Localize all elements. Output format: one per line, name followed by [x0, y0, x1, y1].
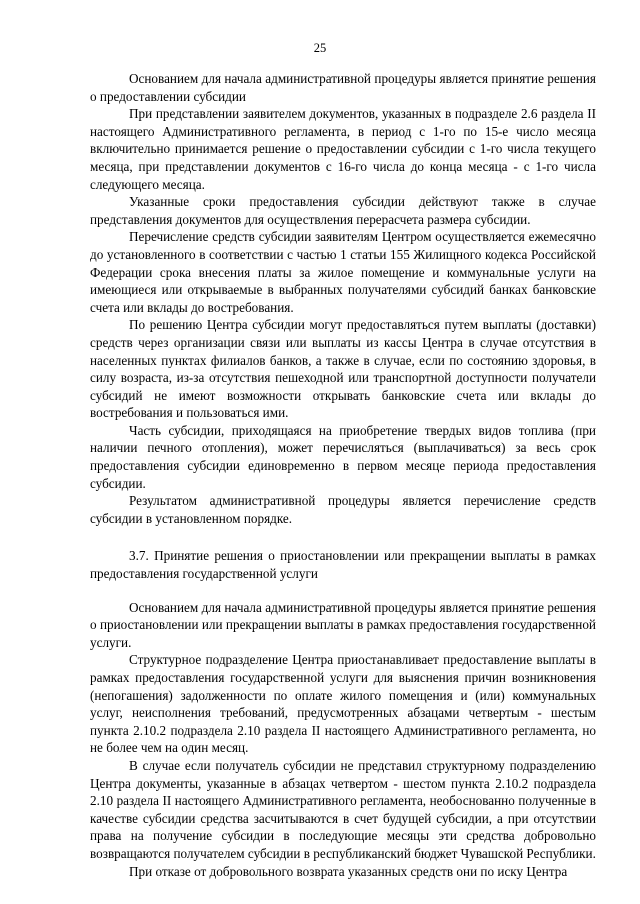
- paragraph: Структурное подразделение Центра приостанавливает предоставление выплаты в рамках предоставления государственной услуги для выяснения причин возникновения (непогашения) задолженности по оплате жилого помещения и (или) коммунальных услуг, неисполнения требований, предусмотренных абзацами четвертым - шестым пункта 2.10.2 подраздела 2.10 раздела II настоящего Административного регламента, но не более чем на один месяц.: [90, 652, 596, 756]
- paragraph: В случае если получатель субсидии не представил структурному подразделению Центра документы, указанные в абзацах четвертом - шестом пункта 2.10.2 подраздела 2.10 раздела II настоящего Административного регламента, необоснованно полученные в качестве субсидии средства засчитываются в счет будущей субсидии, а при отсутствии права на получение субсидии в последующие месяцы эти средства добровольно возвращаются получателем субсидии в республиканский бюджет Чувашской Республики.: [90, 757, 596, 861]
- paragraph: При представлении заявителем документов, указанных в подразделе 2.6 раздела II настоящего Административного регламента, в период с 1-го по 15-е число месяца включительно принимается решение о предоставлении субсидии с 1-го числа текущего месяца, при представлении документов с 16-го числа до конца месяца - с 1-го числа следующего месяца.: [90, 106, 596, 192]
- paragraph: Основанием для начала административной процедуры является принятие решения о предоставлении субсидии: [90, 71, 596, 104]
- paragraph: Результатом административной процедуры является перечисление средств субсидии в установленном порядке.: [90, 493, 596, 526]
- paragraph: При отказе от добровольного возврата указанных средств они по иску Центра: [129, 863, 568, 879]
- paragraph: Основанием для начала административной процедуры является принятие решения о приостановлении или прекращении выплаты в рамках предоставления государственной услуги.: [90, 599, 596, 650]
- paragraph: Часть субсидии, приходящаяся на приобретение твердых видов топлива (при наличии печного отопления), может перечисляться (выплачиваться) за весь срок предоставления субсидии единовременно в первом месяце периода предоставления субсидии.: [90, 422, 596, 491]
- paragraph: Указанные сроки предоставления субсидии действуют также в случае представления документов для осуществления перерасчета размера субсидии.: [90, 194, 596, 227]
- document-body: [90, 70, 596, 880]
- page-number: 25: [313, 41, 327, 55]
- paragraph: По решению Центра субсидии могут предоставляться путем выплаты (доставки) средств через организации связи или выплаты из кассы Центра в случае отсутствия в населенных пунктах филиалов банков, а также в случае, если по состоянию здоровья, в силу возраста, из-за отсутствия пешеходной или транспортной доступности получатели субсидий не имеют возможности открывать банковские счета или вклады до востребования и пользоваться ими.: [90, 317, 596, 421]
- paragraph: Перечисление средств субсидии заявителям Центром осуществляется ежемесячно до установленного в соответствии с частью 1 статьи 155 Жилищного кодекса Российской Федерации срока внесения платы за жилое помещение и коммунальные услуги на имеющиеся или открываемые в выбранных получателями субсидий банках банковские счета или вклады до востребования.: [90, 229, 596, 315]
- section-heading: 3.7. Принятие решения о приостановлении или прекращении выплаты в рамках предоставления государственной услуги: [90, 548, 596, 582]
